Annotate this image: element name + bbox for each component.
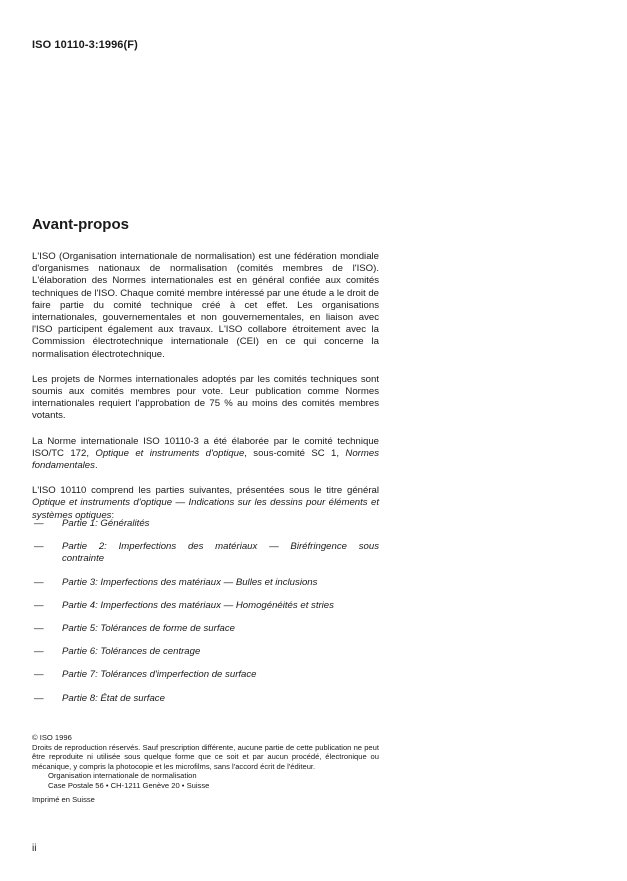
list-item [32, 693, 379, 705]
list-item [32, 646, 379, 658]
part-label: Partie 4: Imperfections des matériaux — Homogénéités et stries [62, 599, 334, 611]
committee-sub: , sous-comité SC 1, [244, 447, 346, 459]
document-identifier: ISO 10110-3:1996(F) [32, 39, 138, 51]
paragraph-voting: Les projets de Normes internationales adoptés par les comités techniques sont soumis aux comités membres pour vote. Leur publication comme Normes internationales requiert l'approbation de 75 % au moins des comités membres votants. [32, 373, 379, 422]
list-dash: — [34, 599, 44, 611]
parts-intro-end: : [111, 509, 115, 521]
list-item [32, 669, 379, 681]
section-title: Avant-propos [32, 216, 129, 233]
committee-end: . [94, 460, 98, 472]
subcommittee-title: Normes fondamentales [32, 447, 380, 472]
publisher-address: Case Postale 56 • CH-1211 Genève 20 • Suisse [48, 780, 210, 790]
page-number: ii [32, 843, 37, 854]
publisher-organization: Organisation internationale de normalisation [48, 771, 197, 781]
printed-in: Imprimé en Suisse [32, 794, 95, 804]
part-label: Partie 2: Imperfections des matériaux — Biréfringence sous [62, 541, 379, 553]
part-label: Partie 6: Tolérances de centrage [62, 646, 201, 658]
list-item [32, 541, 379, 565]
part-label: Partie 3: Imperfections des matériaux — Bulles et inclusions [62, 576, 318, 588]
list-dash: — [34, 518, 44, 529]
part-label: Partie 8: État de surface [62, 692, 165, 704]
rights-notice: Droits de reproduction réservés. Sauf prescription différente, aucune partie de cette publication ne peut être reproduite ni utilisée sous quelque forme que ce soit et par aucun procédé, électronique ou mécanique, y compris la photocopie et les microfilms, sans l'accord écrit de l'éditeur. [32, 742, 379, 771]
committee-text: La Norme internationale ISO 10110-3 a été élaborée par le comité technique ISO/TC 172, [32, 435, 379, 459]
part-label-continued: contrainte [62, 553, 105, 565]
paragraph-committee [32, 436, 379, 473]
parts-list [32, 518, 379, 716]
list-dash: — [34, 623, 44, 635]
list-dash: — [34, 646, 44, 658]
part-label-wrapper [62, 541, 379, 565]
copyright-block [32, 733, 379, 804]
parts-intro-text: L'ISO 10110 comprend les parties suivantes, présentées sous le titre général [32, 485, 379, 497]
paragraph-parts-intro [32, 485, 379, 522]
part-label: Partie 1: Généralités [62, 518, 150, 529]
list-item [32, 518, 379, 530]
list-dash: — [34, 692, 44, 704]
list-dash: — [34, 669, 44, 681]
list-item [32, 577, 379, 589]
list-dash: — [34, 576, 44, 588]
foreword-body [32, 251, 379, 535]
part-label: Partie 5: Tolérances de forme de surface [62, 623, 235, 635]
copyright-line: © ISO 1996 [32, 733, 72, 742]
list-item [32, 623, 379, 635]
paragraph-iso-description: L'ISO (Organisation internationale de normalisation) est une fédération mondiale d'organismes nationaux de normalisation (comités membres de l'ISO). L'élaboration des Normes internationales est en général confiée aux comités techniques de l'ISO. Chaque comité membre intéressé par une étude a le droit de faire partie du comité technique créé à cet effet. Les organisations internationales, gouvernementales et non gouvernementales, en liaison avec l'ISO participent également aux travaux. L'ISO collabore étroitement avec la Commission électrotechnique internationale (CEI) en ce qui concerne la normalisation électrotechnique. [32, 251, 379, 360]
list-dash: — [34, 541, 44, 553]
general-title: Optique et instruments d'optique — Indications sur les dessins pour éléments et systèmes optiques [32, 497, 379, 521]
part-label: Partie 7: Tolérances d'imperfection de surface [62, 669, 257, 681]
committee-title: Optique et instruments d'optique [95, 447, 245, 459]
list-item [32, 600, 379, 612]
